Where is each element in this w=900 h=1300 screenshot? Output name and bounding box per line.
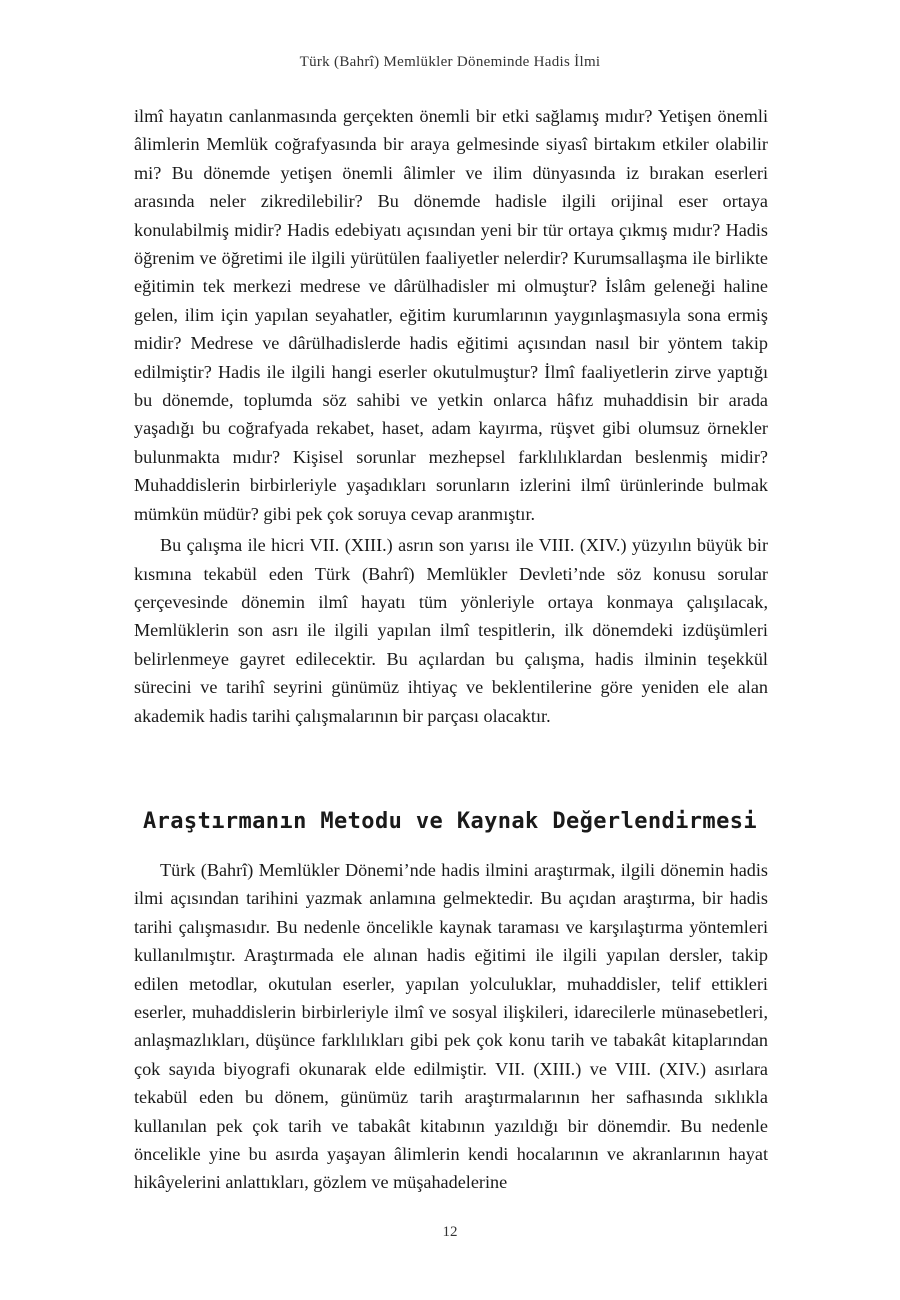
running-head: Türk (Bahrî) Memlükler Döneminde Hadis İlmi xyxy=(299,54,601,70)
section-heading: Araştırmanın Metodu ve Kaynak Değerlendirmesi xyxy=(142,809,758,834)
paragraph: Türk (Bahrî) Memlükler Dönemi’nde hadis ilmini araştırmak, ilgili dönemin hadis ilmi açısından tarihini yazmak anlamına gelmektedir. Bu açıdan araştırma, bir hadis tarihi çalışmasıdır. Bu nedenle öncelikle kaynak taraması ve karşılaştırma yöntemleri kullanılmıştır. Araştırmada ele alınan hadis eğitimi ile ilgili yapılan dersler, takip edilen metodlar, okutulan eserler, yapılan yolculuklar, muhaddisler, telif ettikleri eserler, muhaddislerin birbirleriyle ilmî ve sosyal ilişkileri, idarecilerle münasebetleri, anlaşmazlıkları, düşünce farklılıkları gibi pek çok konu tarih ve tabakât kitaplarından çok sayıda biyografi okunarak elde edilmiştir. VII. (XIII.) ve VIII. (XIV.) asırlara tekabül eden bu dönem, günümüz tarih araştırmalarının her safhasında sıklıkla kullanılan pek çok tarih ve tabakât kitabının yazıldığı bir dönemdir. Bu nedenle öncelikle yine bu asırda yaşayan âlimlerin kendi hocalarının ve akranlarının hayat hikâyelerini anlattıkları, gözlem ve müşahadelerine xyxy=(134,860,768,1193)
body-text xyxy=(134,102,768,730)
paragraph: Bu çalışma ile hicri VII. (XIII.) asrın son yarısı ile VIII. (XIV.) yüzyılın büyük bir kısmına tekabül eden Türk (Bahrî) Memlükler Devleti’nde söz konusu sorular çerçevesinde dönemin ilmî hayatı tüm yönleriyle ortaya konmaya çalışılacak, Memlüklerin son asrı ile ilgili yapılan ilmî tespitlerin, ilk dönemdeki izdüşümleri belirlenmeye gayret edilecektir. Bu açılardan bu çalışma, hadis ilminin teşekkül sürecini ve tarihî seyrini günümüz ihtiyaç ve beklentilerine göre yeniden ele alan akademik hadis tarihi çalışmalarının bir parçası olacaktır. xyxy=(134,535,768,726)
section-body xyxy=(134,856,768,1197)
page-number: 12 xyxy=(442,1224,458,1240)
paragraph: ilmî hayatın canlanmasında gerçekten önemli bir etki sağlamış mıdır? Yetişen önemli âlimlerin Memlük coğrafyasında bir araya gelmesinde siyasî birtakım etkiler olabilir mi? Bu dönemde yetişen önemli âlimler ve ilim dünyasında iz bırakan eserleri arasında neler zikredilebilir? Bu dönemde hadisle ilgili orijinal eser ortaya konulabilmiş midir? Hadis edebiyatı açısından yeni bir tür ortaya çıkmış mıdır? Hadis öğrenim ve öğretimi ile ilgili yürütülen faaliyetler nelerdir? Kurumsallaşma ile birlikte eğitimin tek merkezi medrese ve dârülhadisler mi olmuştur? İslâm geleneği haline gelen, ilim için yapılan seyahatler, eğitim kurumlarının yaygınlaşmasıyla sona ermiş midir? Medrese ve dârülhadislerde hadis eğitimi açısından nasıl bir yöntem takip edilmiştir? Hadis ile ilgili hangi eserler okutulmuştur? İlmî faaliyetlerin zirve yaptığı bu dönemde, toplumda söz sahibi ve yetkin onlarca hâfız muhaddisin bir arada yaşadığı bu coğrafyada rekabet, haset, adam kayırma, rüşvet gibi olumsuz örnekler bulunmakta mıdır? Kişisel sorunlar mezhepsel farklılıklardan beslenmiş midir? Muhaddislerin birbirleriyle yaşadıkları sorunların izlerini ilmî ürünlerinde bulmak mümkün müdür? gibi pek çok soruya cevap aranmıştır. xyxy=(134,106,768,524)
